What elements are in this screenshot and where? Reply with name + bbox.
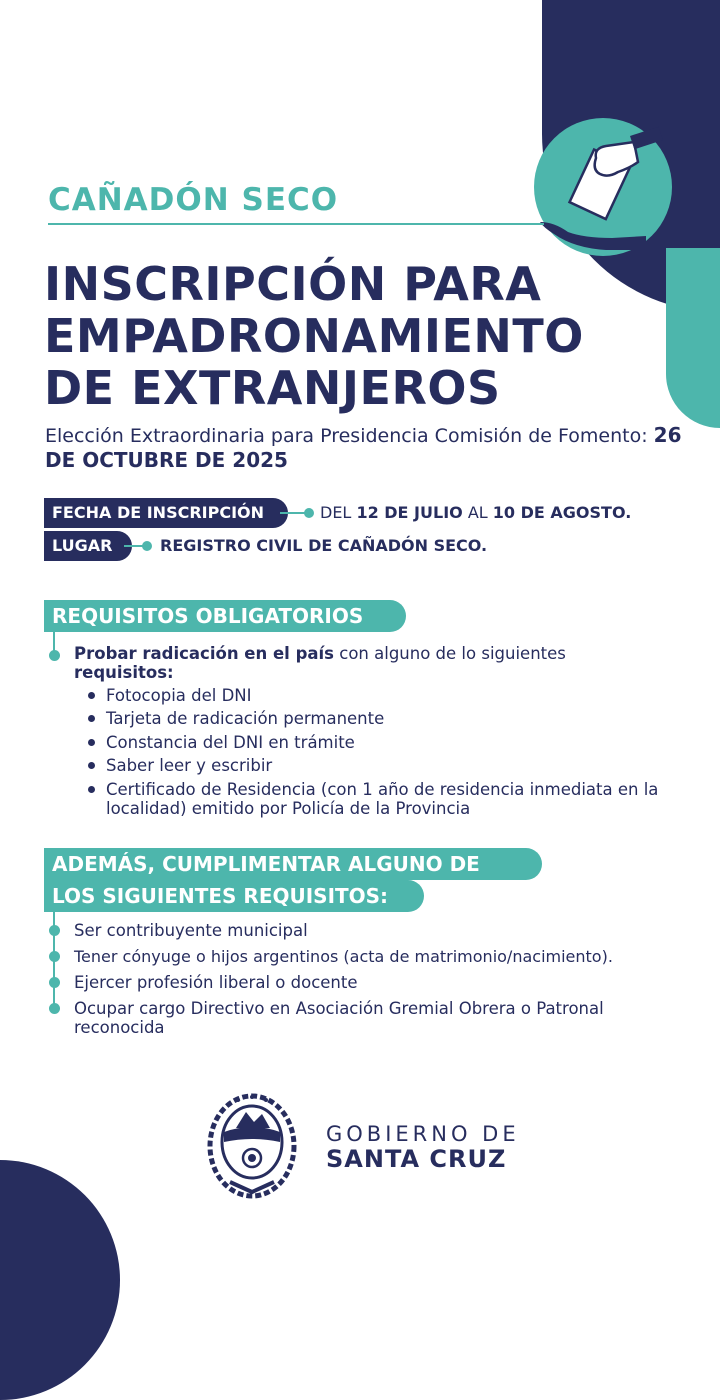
fecha-del: DEL xyxy=(320,503,357,522)
subtitle-text: Elección Extraordinaria para Presidencia Comisión de Fomento: xyxy=(45,425,654,447)
bullet xyxy=(88,762,95,769)
title-line-2: EMPADRONAMIENTO xyxy=(44,309,584,363)
ademas-dot xyxy=(49,951,60,962)
ademas-dot xyxy=(49,925,60,936)
ademas-dot xyxy=(49,1003,60,1014)
list-item: Tener cónyuge o hijos argentinos (acta de matrimonio/nacimiento). xyxy=(74,947,613,966)
government-line-1: GOBIERNO DE xyxy=(326,1122,520,1146)
bullet xyxy=(88,692,95,699)
decorative-teal-shape xyxy=(666,248,720,428)
ballot-hand-icon xyxy=(534,118,694,268)
list-item: Fotocopia del DNI xyxy=(106,686,252,705)
bullet xyxy=(88,786,95,793)
list-item: Saber leer y escribir xyxy=(106,756,273,775)
ademas-heading-line-1 xyxy=(44,848,542,880)
ademas-dot xyxy=(49,977,60,988)
lugar-dot xyxy=(142,541,152,551)
election-date: 26 DE OCTUBRE DE 2025 xyxy=(45,423,682,472)
fecha-value xyxy=(320,502,631,524)
fecha-label: FECHA DE INSCRIPCIÓN xyxy=(52,503,265,522)
fecha-al: AL xyxy=(462,503,493,522)
lugar-value: REGISTRO CIVIL DE CAÑADÓN SECO. xyxy=(160,536,488,555)
fecha-label-tag xyxy=(44,498,288,528)
government-line-2: SANTA CRUZ xyxy=(326,1145,507,1173)
lugar-label: LUGAR xyxy=(52,536,113,555)
requisitos-heading-text: REQUISITOS OBLIGATORIOS xyxy=(52,604,364,628)
lugar-label-tag xyxy=(44,531,132,561)
list-item: Ocupar cargo Directivo en Asociación Gremial Obrera o Patronal reconocida xyxy=(74,999,604,1037)
list-item: Ejercer profesión liberal o docente xyxy=(74,973,358,992)
ademas-heading-text-1: ADEMÁS, CUMPLIMENTAR ALGUNO DE xyxy=(52,852,480,876)
ademas-heading-line-2 xyxy=(44,880,424,912)
decorative-corner-circle xyxy=(0,1160,120,1400)
title-line-3: DE EXTRANJEROS xyxy=(44,361,501,415)
ademas-heading-text-2: LOS SIGUIENTES REQUISITOS: xyxy=(52,884,389,908)
election-subtitle xyxy=(45,423,685,473)
city-divider xyxy=(48,223,544,225)
list-item: Tarjeta de radicación permanente xyxy=(106,709,385,728)
requisitos-heading xyxy=(44,600,406,632)
fecha-start: 12 DE JULIO xyxy=(356,503,463,522)
lead-rest: con alguno de lo siguientes xyxy=(334,644,566,663)
list-item: Constancia del DNI en trámite xyxy=(106,733,355,752)
requisitos-lead xyxy=(74,644,674,682)
lead-bold-2: requisitos: xyxy=(74,663,174,682)
requisitos-dot xyxy=(49,650,60,661)
bullet xyxy=(88,715,95,722)
bullet xyxy=(88,739,95,746)
lead-bold-1: Probar radicación en el país xyxy=(74,644,335,663)
fecha-dot xyxy=(304,508,314,518)
list-item: Ser contribuyente municipal xyxy=(74,921,308,940)
list-item: Certificado de Residencia (con 1 año de residencia inmediata en la localidad) emitido por Policía de la Provincia xyxy=(106,780,659,818)
fecha-end: 10 DE AGOSTO. xyxy=(492,503,632,522)
title-line-1: INSCRIPCIÓN PARA xyxy=(44,257,542,311)
city-name: CAÑADÓN SECO xyxy=(48,182,339,218)
province-emblem xyxy=(206,1092,298,1200)
page-title xyxy=(44,258,584,414)
